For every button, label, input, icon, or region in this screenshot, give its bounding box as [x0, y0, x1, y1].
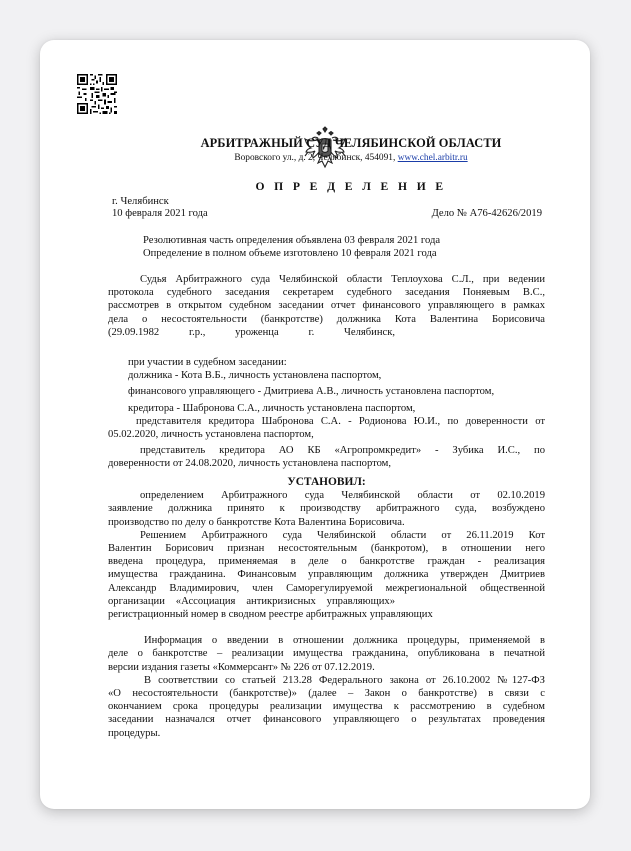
intro-paragraph	[108, 273, 545, 339]
announcement	[143, 234, 563, 260]
established-p3-line-2: деле о банкротстве – реализации имущества гражданина, опубликована в печатной	[108, 648, 545, 660]
participants-line-7: представитель кредитора АО КБ «Агропромкредит» - Зубика И.С., по	[140, 445, 545, 457]
intro-line-1: Судья Арбитражного суда Челябинской области Теплоухова С.Л., при ведении	[140, 274, 545, 285]
document-page	[40, 40, 590, 809]
participants-line-5: представителя кредитора Шабронова С.А. - Родионова Ю.И., по доверенности от	[136, 415, 545, 427]
established-p2-line-1: Решением Арбитражного суда Челябинской области от 26.11.2019 Кот	[140, 529, 545, 541]
intro-line-3: рассмотрев в открытом судебном заседании отчет финансового управляющего в рамках	[108, 300, 545, 312]
established-heading: УСТАНОВИЛ:	[287, 476, 366, 488]
announce-line-1: Резолютивная часть определения объявлена 03 февраля 2021 года	[143, 235, 441, 246]
established-p3-line-1: Информация о введении в отношении должника процедуры, применяемой в	[144, 635, 545, 647]
court-address	[76, 152, 590, 165]
case-number: Дело № А76-42626/2019	[431, 208, 542, 219]
document-date: 10 февраля 2021 года	[112, 208, 208, 219]
participants-line-2: должника - Кота В.Б., личность установлена паспортом,	[128, 370, 382, 382]
established-p2-line-7: регистрационный номер в сводном реестре арбитражных управляющих	[108, 609, 433, 621]
court-address-text: Воровского ул., д. 2, Челябинск, 454091,	[234, 153, 396, 163]
participants-line-6: 05.02.2020, личность установлена паспортом,	[108, 429, 314, 441]
established-p2-line-5: Александр Владимирович, член Саморегулируемой межрегиональной общественной	[108, 582, 545, 594]
established-p4-line-2: «О несостоятельности (банкротстве)» (далее – Закон о банкротстве) в связи с	[108, 688, 545, 700]
qr-code	[77, 74, 117, 114]
intro-line-2: протокола судебного заседания секретарем судебного заседания Поняевым В.С.,	[108, 287, 545, 299]
participants-line-4: кредитора - Шабронова С.А., личность установлена паспортом,	[128, 402, 416, 414]
established-p2-line-4: имущества гражданина. Финансовым управляющим должника утвержден Дмитриев	[108, 569, 545, 581]
intro-line-5: (29.09.1982 г.р., уроженца г. Челябинск,	[108, 326, 395, 338]
established-p2-line-6: организации «Ассоциация антикризисных управляющих»	[108, 595, 395, 607]
established-p1-line-2: заявление должника принято к производству арбитражного суда, возбуждено	[108, 503, 545, 515]
intro-line-4: дела о несостоятельности (банкротстве) должника Кота Валентина Борисовича	[108, 313, 545, 325]
established-p1-line-3: производство по делу о банкротстве Кота Валентина Борисовича.	[108, 516, 405, 528]
established-p4-line-5: процедуры.	[108, 727, 161, 739]
participants	[108, 356, 545, 471]
announce-line-2: Определение в полном объеме изготовлено 10 февраля 2021 года	[143, 248, 437, 260]
document-title: О П Р Е Д Е Л Е Н И Е	[255, 180, 447, 193]
participants-line-1: при участии в судебном заседании:	[128, 357, 287, 368]
established-p3-line-3: версии издания газеты «Коммерсант» № 226 от 07.12.2019.	[108, 661, 375, 673]
established-p4-line-1: В соответствии со статьей 213.28 Федерального закона от 26.10.2002 №127-ФЗ	[144, 674, 545, 686]
established-section	[108, 476, 545, 740]
court-name: АРБИТРАЖНЫЙ СУД ЧЕЛЯБИНСКОЙ ОБЛАСТИ	[200, 136, 502, 150]
participants-line-3: финансового управляющего - Дмитриева А.В., личность установлена паспортом,	[128, 386, 495, 398]
established-p2-line-2: Валентин Борисович признан несостоятельным (банкротом), в отношении него	[108, 543, 545, 555]
court-website-link[interactable]: www.chel.arbitr.ru	[397, 153, 468, 163]
established-p1-line-1: определением Арбитражного суда Челябинской области от 02.10.2019	[140, 490, 545, 502]
established-p4-line-3: окончанием срока процедуры реализации имущества к рассмотрению в судебном	[108, 701, 545, 713]
established-p2-line-3: введена процедура, применяемая в деле о банкротстве граждан - реализация	[108, 556, 545, 568]
established-p4-line-4: заседании назначался отчет финансового управляющего о результатах проведения	[108, 714, 545, 726]
city: г. Челябинск	[112, 196, 169, 207]
participants-line-8: доверенности от 24.08.2020, личность установлена паспортом,	[108, 458, 392, 470]
